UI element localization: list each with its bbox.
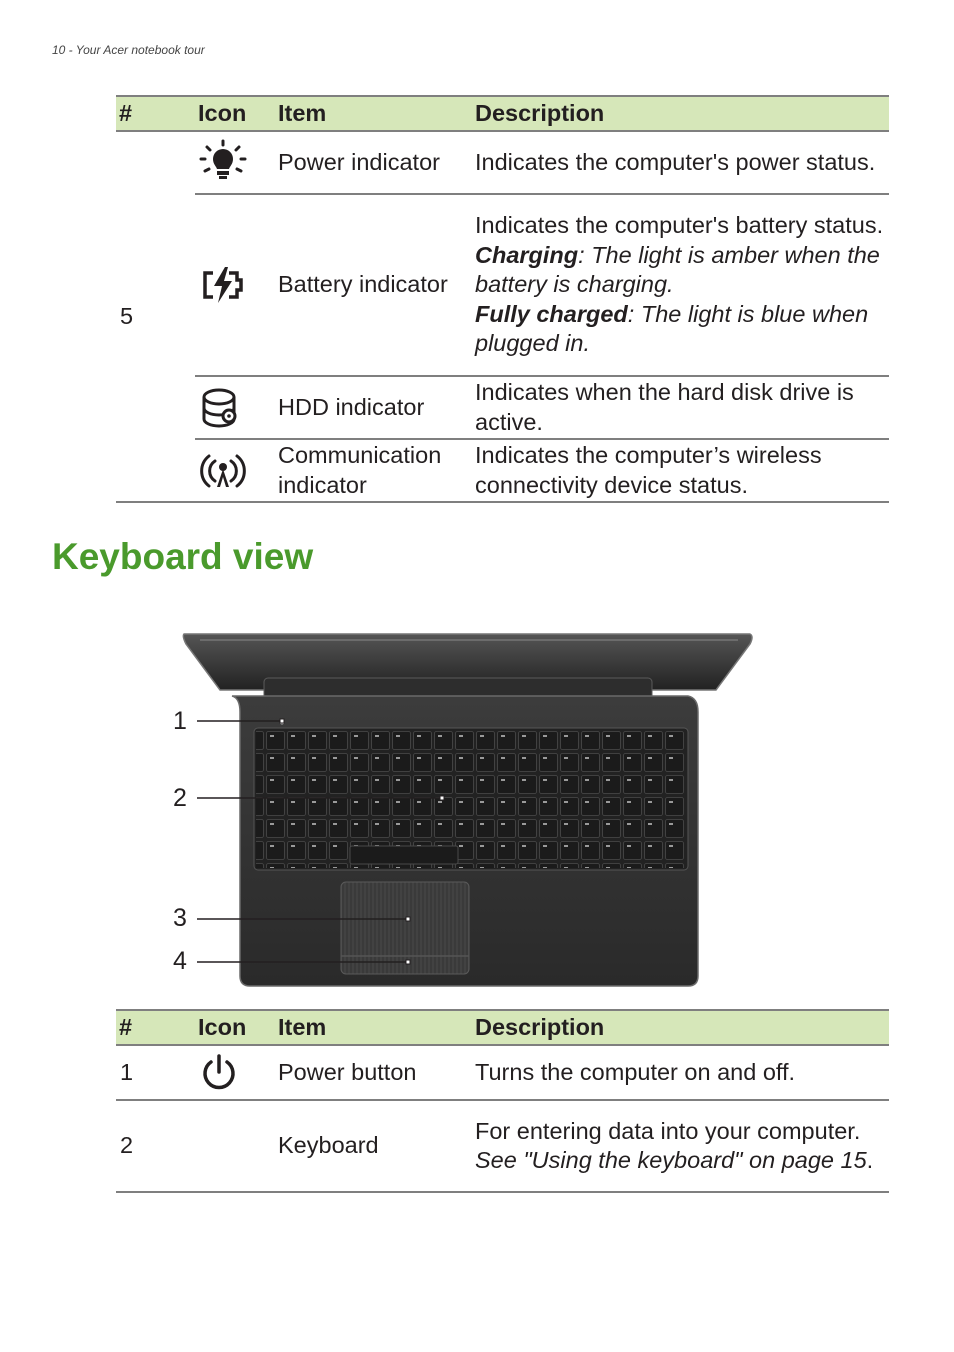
item-description: Turns the computer on and off. [472, 1045, 889, 1100]
wireless-icon [199, 451, 247, 491]
icon-cell [195, 131, 275, 194]
row-number: 5 [116, 131, 195, 502]
item-name-line: indicator [278, 471, 367, 498]
running-header: 10 - Your Acer notebook tour [52, 43, 205, 57]
see-also-end: . [866, 1147, 874, 1173]
note-term: Charging [475, 241, 579, 268]
item-description: Indicates when the hard disk drive is active. [472, 376, 889, 439]
note-text: : The light is blue when plugged in. [475, 300, 869, 357]
power-light-icon [199, 139, 247, 187]
laptop-top-view-image [160, 620, 760, 1000]
table-header-row [116, 1010, 889, 1045]
table-header-row [116, 96, 889, 131]
note-text: : The light is amber when the battery is charging. [475, 241, 880, 298]
table-row [116, 131, 889, 194]
see-also-link[interactable]: See "Using the keyboard" on page 15 [475, 1147, 867, 1173]
item-name: Keyboard [275, 1100, 472, 1192]
item-name [275, 439, 472, 502]
note-fully-charged [475, 300, 889, 359]
icon-cell [195, 376, 275, 439]
item-description [472, 1100, 889, 1192]
icon-cell [195, 1100, 275, 1192]
column-header-icon: Icon [195, 96, 275, 131]
table-row [116, 376, 889, 439]
column-header-item: Item [275, 96, 472, 131]
section-heading: Keyboard view [52, 536, 314, 577]
see-also [475, 1146, 889, 1176]
table-row [116, 439, 889, 502]
item-description: Indicates the computer's power status. [472, 131, 889, 194]
keyboard-illustration [160, 620, 760, 1000]
column-header-number: # [116, 96, 195, 131]
column-header-description: Description [472, 96, 889, 131]
item-name: Power indicator [275, 131, 472, 194]
column-header-item: Item [275, 1010, 472, 1045]
note-charging [475, 241, 889, 300]
callout-2: 2 [173, 784, 187, 812]
note-term: Fully charged [475, 300, 628, 327]
item-name: Battery indicator [275, 194, 472, 376]
item-name: HDD indicator [275, 376, 472, 439]
row-number: 1 [116, 1045, 195, 1100]
hdd-icon [199, 386, 243, 430]
table-row [116, 1100, 889, 1192]
description-text: Indicates the computer's battery status. [475, 212, 884, 239]
power-button-icon [199, 1053, 239, 1093]
item-name-line: Communication [278, 442, 442, 468]
table-row [116, 1045, 889, 1100]
icon-cell [195, 194, 275, 376]
keyboard-view-table [116, 1009, 889, 1193]
indicator-table [116, 95, 889, 503]
callout-1: 1 [173, 707, 187, 735]
icon-cell [195, 1045, 275, 1100]
description-text: For entering data into your computer. [475, 1117, 861, 1144]
item-description [472, 194, 889, 376]
column-header-description: Description [472, 1010, 889, 1045]
callout-4: 4 [173, 947, 187, 975]
table-row [116, 194, 889, 376]
battery-charge-icon [199, 265, 247, 305]
icon-cell [195, 439, 275, 502]
item-description: Indicates the computer’s wireless connectivity device status. [472, 439, 889, 502]
row-number: 2 [116, 1100, 195, 1192]
column-header-number: # [116, 1010, 195, 1045]
callout-3: 3 [173, 904, 187, 932]
item-name: Power button [275, 1045, 472, 1100]
column-header-icon: Icon [195, 1010, 275, 1045]
